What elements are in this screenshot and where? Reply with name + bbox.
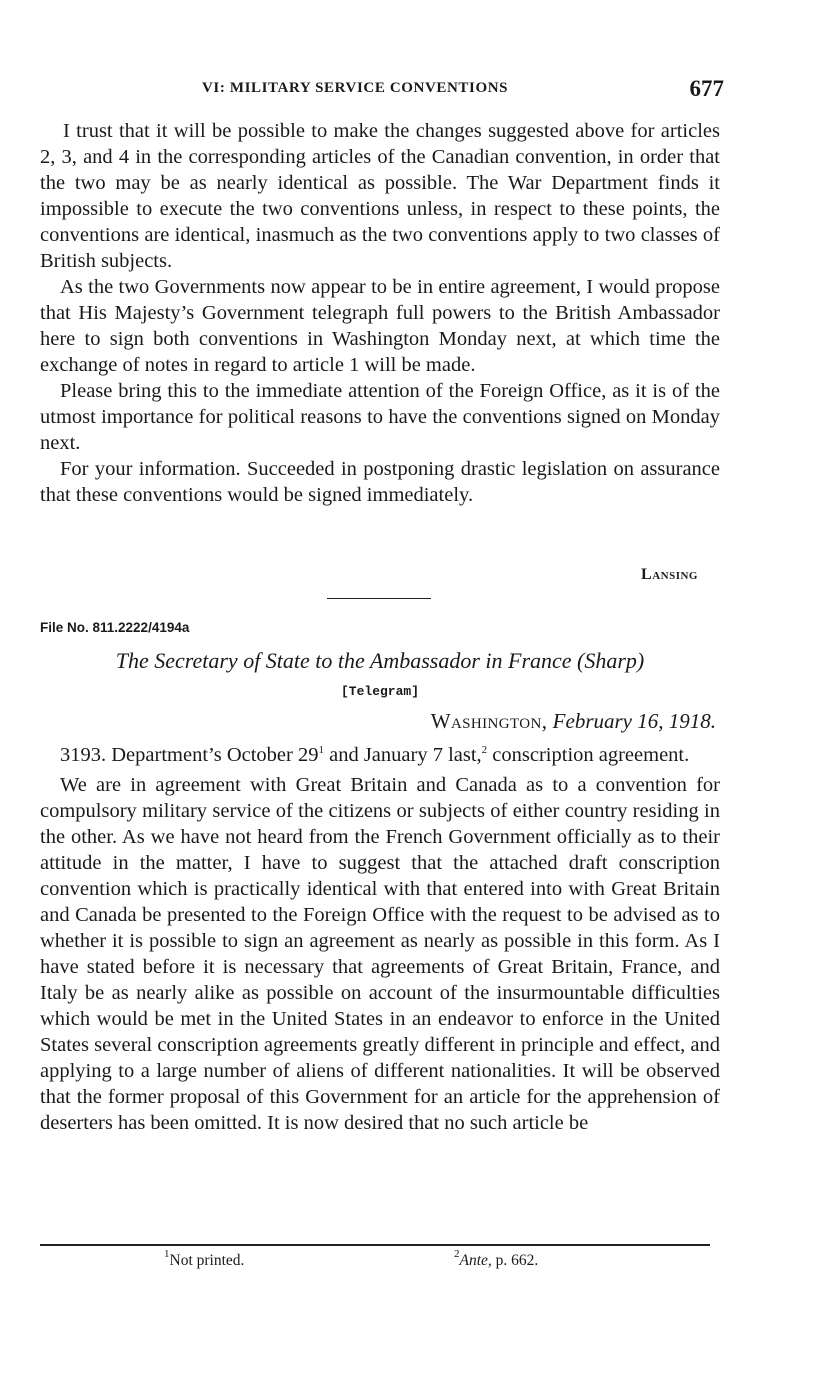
paragraph-segment: 3193. Department’s October 29	[60, 744, 319, 766]
dateline-date: February 16, 1918.	[552, 709, 716, 733]
running-head-title: VI: MILITARY SERVICE CONVENTIONS	[202, 80, 509, 96]
running-head	[40, 76, 724, 102]
telegram-text	[40, 742, 720, 1136]
paragraph: I trust that it will be possible to make the changes suggested above for articles 2, 3, and 4 in the corresponding articles of the Canadian convention, in order that the two may be as nearly identical as possible. The War Department finds it impossible to execute the two conventions unless, in respect to these points, the conventions are identical, inasmuch as the two conventions apply to two classes of British subjects.	[40, 120, 720, 272]
continuation-text	[40, 118, 720, 508]
footnote-ref[interactable]: 1	[318, 744, 324, 756]
footnotes	[40, 1248, 720, 1274]
paragraph-segment: conscription agreement.	[487, 744, 690, 766]
footnote-ref[interactable]: 2	[481, 744, 488, 756]
paragraph	[40, 742, 720, 768]
paragraph: As the two Governments now appear to be in entire agreement, I would propose that His Majesty’s Government telegraph full powers to the British Ambassador here to sign both conventions in Washington Monday next, at which time the exchange of notes in regard to article 1 will be made.	[40, 276, 720, 376]
footnote-mark: 1	[164, 1248, 170, 1260]
footnote-text: Not printed.	[169, 1252, 245, 1269]
document-kind: [Telegram]	[340, 684, 419, 699]
footnote	[454, 1248, 539, 1270]
document-page	[40, 0, 724, 1380]
paragraph-segment: and January 7 last,	[323, 744, 482, 766]
paragraph: Please bring this to the immediate attention of the Foreign Office, as it is of the utmost importance for political reasons to have the conventions signed on Monday next.	[40, 380, 720, 454]
footnote-mark: 2	[454, 1248, 460, 1260]
footnote	[164, 1248, 245, 1270]
paragraph: We are in agreement with Great Britain and Canada as to a convention for compulsory military service of the citizens or subjects of either country residing in the other. As we have not heard from the French Government officially as to their attitude in the matter, I have to suggest that the attached draft conscription convention which is practically identical with that entered into with Great Britain and Canada be presented to the Foreign Office with the request to be advised as to whether it is possible to sign an agreement as nearly as possible in this form. As I have stated before it is necessary that agreements of Great Britain, France, and Italy be as nearly alike as possible on account of the insurmountable difficulties which would be met in the United States in an endeavor to enforce in the United States several conscription agreements greatly different in principle and effect, and applying to a large number of aliens of different nationalities. It will be observed that the former proposal of this Government for an article for the apprehension of deserters has been omitted. It is now desired that no such article be	[40, 774, 720, 1134]
file-number: File No. 811.2222/4194a	[40, 620, 190, 635]
section-divider	[327, 598, 431, 599]
footnote-text: p. 662.	[491, 1252, 539, 1269]
paragraph: For your information. Succeeded in postponing drastic legislation on assurance that these conventions would be signed immediately.	[40, 458, 720, 506]
page-number: 677	[689, 76, 724, 101]
dateline-place: Washington,	[430, 709, 548, 733]
dateline	[431, 709, 716, 734]
footnote-italic: Ante,	[459, 1252, 492, 1269]
document-title: The Secretary of State to the Ambassador in France (Sharp)	[115, 648, 645, 673]
signature: Lansing	[641, 566, 698, 583]
footnote-rule	[40, 1244, 710, 1246]
